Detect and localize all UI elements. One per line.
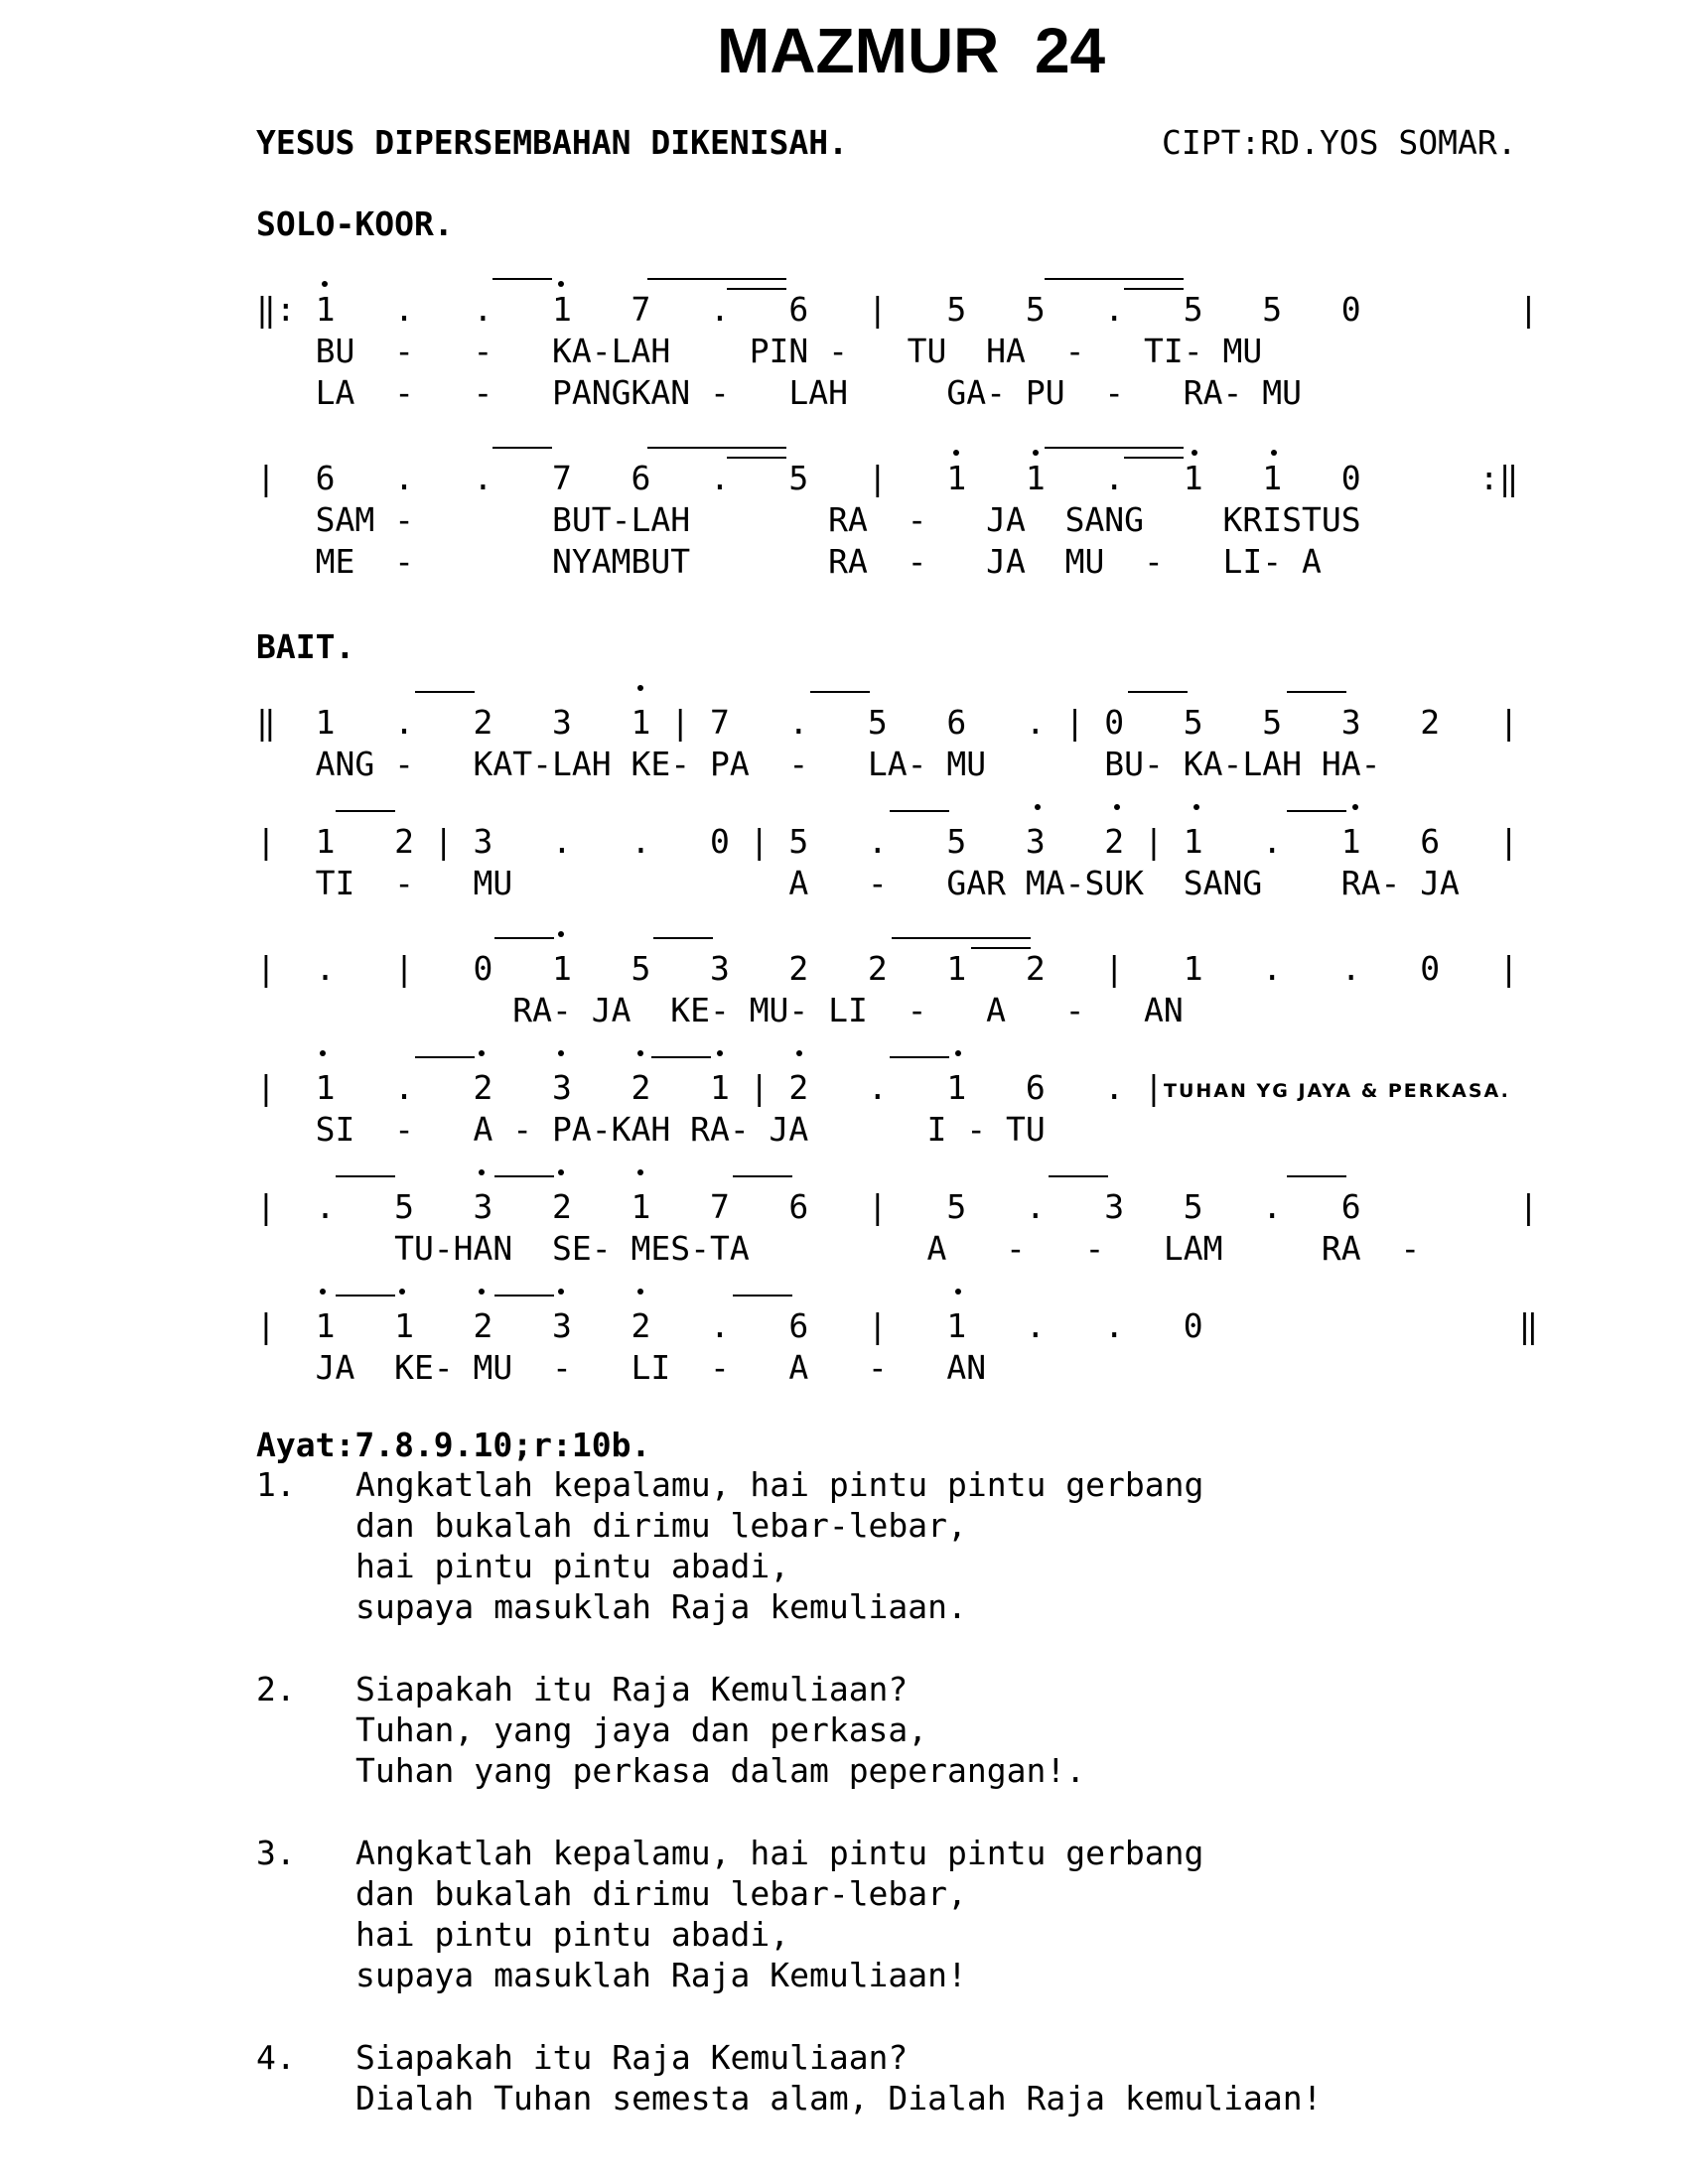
octave-dot [1193, 804, 1199, 810]
beam [1287, 1175, 1346, 1177]
beam [733, 1295, 792, 1297]
octave-dot [1035, 804, 1041, 810]
beam [336, 1295, 395, 1297]
octave-dot [1271, 450, 1277, 456]
lyric-line: RA- JA KE- MU- LI - A - AN [256, 991, 1184, 1029]
verse-number: 2. [256, 1670, 296, 1708]
verse-line: dan bukalah dirimu lebar-lebar, [355, 1874, 967, 1913]
beam [653, 937, 713, 939]
octave-dot [479, 1169, 485, 1175]
octave-dot [1033, 450, 1039, 456]
lyric-line: SI - A - PA-KAH RA- JA I - TU [256, 1110, 1046, 1149]
beam [647, 278, 786, 280]
beam [890, 810, 949, 812]
beam [1287, 691, 1346, 693]
octave-dot [399, 1289, 405, 1295]
verse-number: 3. [256, 1834, 296, 1872]
section-label-bait: BAIT. [256, 627, 355, 666]
octave-dot [479, 1050, 485, 1056]
beam [733, 1175, 792, 1177]
beam [651, 1056, 711, 1058]
beam [494, 1175, 554, 1177]
beam [890, 1056, 949, 1058]
verse-line: dan bukalah dirimu lebar-lebar, [355, 1506, 967, 1545]
octave-dot [558, 1169, 564, 1175]
octave-dot [558, 1050, 564, 1056]
octave-dot [637, 1050, 643, 1056]
octave-dot [479, 1289, 485, 1295]
margin-note: TUHAN YG JAYA & PERKASA. [1164, 1080, 1510, 1102]
octave-dot [558, 281, 564, 287]
octave-dot [558, 931, 564, 937]
lyric-line: TI - MU A - GAR MA-SUK SANG RA- JA [256, 864, 1460, 902]
lyric-line: LA - - PANGKAN - LAH GA- PU - RA- MU [256, 373, 1302, 412]
verse-line: hai pintu pintu abadi, [355, 1547, 790, 1585]
beam [1287, 810, 1346, 812]
octave-dot [796, 1050, 802, 1056]
verse-line: Tuhan yang perkasa dalam peperangan!. [355, 1751, 1086, 1790]
verse-line: supaya masuklah Raja kemuliaan. [355, 1587, 967, 1626]
notation-line: | 6 . . 7 6 . 5 | 1 1 . 1 1 0 :‖ [256, 459, 1519, 497]
octave-dot [322, 281, 328, 287]
octave-dot [953, 450, 959, 456]
notation-line: ‖: 1 . . 1 7 . 6 | 5 5 . 5 5 0 | [256, 290, 1539, 329]
beam [1124, 457, 1184, 459]
notation-line: | 1 . 2 3 2 1 | 2 . 1 6 . | [256, 1068, 1164, 1107]
beam [971, 947, 1031, 949]
beam [1045, 447, 1184, 449]
notation-line: | . | 0 1 5 3 2 2 1 2 | 1 . . 0 | [256, 949, 1519, 988]
song-subtitle: YESUS DIPERSEMBAHAN DIKENISAH. [256, 123, 849, 162]
beam [1124, 288, 1184, 290]
beam [494, 1295, 554, 1297]
beam [1045, 278, 1184, 280]
verse-line: Siapakah itu Raja Kemuliaan? [355, 2038, 909, 2077]
verse-number: 4. [256, 2038, 296, 2077]
lyric-line: BU - - KA-LAH PIN - TU HA - TI- MU [256, 332, 1263, 370]
notation-line: | . 5 3 2 1 7 6 | 5 . 3 5 . 6 | [256, 1187, 1539, 1226]
octave-dot [637, 1289, 643, 1295]
beam [336, 1175, 395, 1177]
octave-dot [1192, 450, 1197, 456]
octave-dot [637, 685, 643, 691]
verse-line: Dialah Tuhan semesta alam, Dialah Raja kemuliaan! [355, 2079, 1323, 2117]
beam [1128, 691, 1188, 693]
verse-number: 1. [256, 1465, 296, 1504]
verse-line: Angkatlah kepalamu, hai pintu pintu gerbang [355, 1834, 1204, 1872]
octave-dot [1352, 804, 1358, 810]
lyric-line: ANG - KAT-LAH KE- PA - LA- MU BU- KA-LAH HA- [256, 745, 1381, 783]
beam [810, 691, 870, 693]
beam [492, 447, 552, 449]
lyric-line: TU-HAN SE- MES-TA A - - LAM RA - [256, 1229, 1421, 1268]
beam [727, 288, 786, 290]
verse-line: hai pintu pintu abadi, [355, 1915, 790, 1954]
beam [415, 1056, 475, 1058]
verse-line: Angkatlah kepalamu, hai pintu pintu gerbang [355, 1465, 1204, 1504]
composer-credit: CIPT:RD.YOS SOMAR. [1162, 123, 1517, 162]
notation-line: | 1 2 | 3 . . 0 | 5 . 5 3 2 | 1 . 1 6 | [256, 822, 1519, 861]
octave-dot [558, 1289, 564, 1295]
octave-dot [955, 1289, 961, 1295]
octave-dot [320, 1289, 326, 1295]
beam [494, 937, 554, 939]
page-title: MAZMUR 24 [717, 15, 1106, 86]
lyric-line: ME - NYAMBUT RA - JA MU - LI- A [256, 542, 1322, 581]
beam [647, 447, 786, 449]
ayat-heading: Ayat:7.8.9.10;r:10b. [256, 1426, 651, 1464]
verse-line: supaya masuklah Raja Kemuliaan! [355, 1956, 967, 1994]
octave-dot [320, 1050, 326, 1056]
beam [727, 457, 786, 459]
beam [415, 691, 475, 693]
octave-dot [955, 1050, 961, 1056]
notation-line: | 1 1 2 3 2 . 6 | 1 . . 0 ‖ [256, 1306, 1539, 1345]
octave-dot [717, 1050, 723, 1056]
beam [336, 810, 395, 812]
beam [492, 278, 552, 280]
lyric-line: JA KE- MU - LI - A - AN [256, 1348, 987, 1387]
beam [892, 937, 1031, 939]
verse-line: Siapakah itu Raja Kemuliaan? [355, 1670, 909, 1708]
lyric-line: SAM - BUT-LAH RA - JA SANG KRISTUS [256, 500, 1361, 539]
beam [1049, 1175, 1108, 1177]
section-label-solo-koor: SOLO-KOOR. [256, 205, 454, 243]
verse-line: Tuhan, yang jaya dan perkasa, [355, 1710, 928, 1749]
notation-line: ‖ 1 . 2 3 1 | 7 . 5 6 . | 0 5 5 3 2 | [256, 703, 1519, 742]
octave-dot [1114, 804, 1120, 810]
octave-dot [637, 1169, 643, 1175]
